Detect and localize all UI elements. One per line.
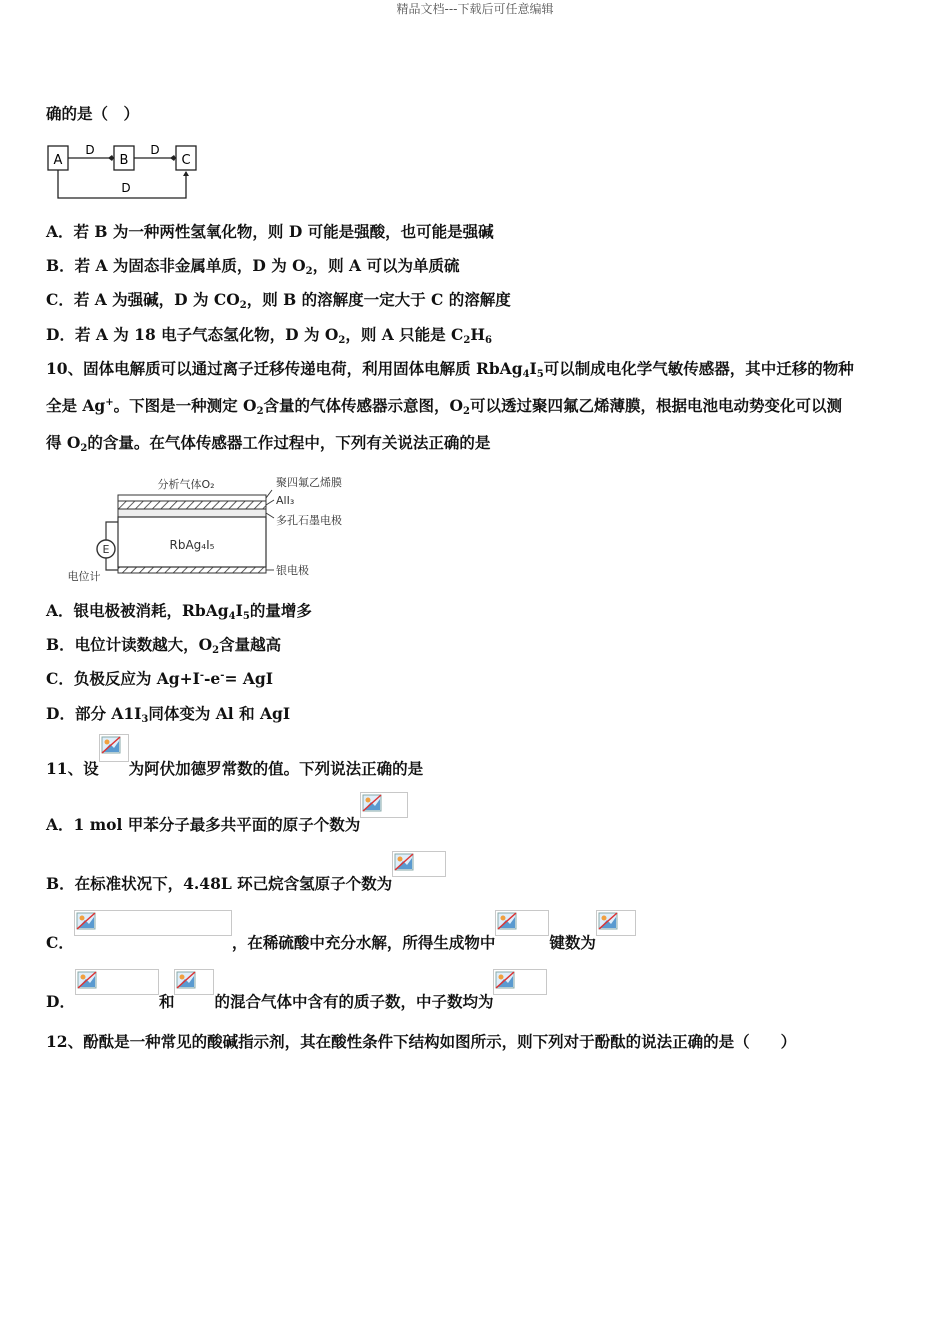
q10-stem-line3: 得 $O_2$的含量。在气体传感器工作过程中，下列有关说法正确的是 xyxy=(46,433,491,454)
image-placeholder-icon xyxy=(76,912,96,930)
q11-stem: 11、设 为阿伏加德罗常数的值。下列说法正确的是 xyxy=(46,734,423,765)
potentiometer-symbol-label: E xyxy=(102,543,110,556)
q11-option-b: B．在标准状况下，4.48L 环己烷含氢原子个数为 xyxy=(46,851,446,880)
broken-image-c1 xyxy=(74,910,232,936)
q11-option-a: A．1 mol 甲苯分子最多共平面的原子个数为 xyxy=(46,792,408,821)
silver-electrode xyxy=(118,567,266,573)
q10-option-a: A．银电极被消耗，$RbAg_4I_5$的量增多 xyxy=(46,601,312,622)
image-placeholder-icon xyxy=(101,736,121,754)
label-analysis-gas: 分析气体O₂ xyxy=(157,478,215,491)
q9-option-b: B．若 A 为固态非金属单质，D 为 $O_2$，则 A 可以为单质硫 xyxy=(46,256,460,277)
graphite-electrode xyxy=(118,509,266,517)
box-a-label: A xyxy=(53,153,63,168)
q11-option-c: C． ，在稀硫酸中充分水解，所得生成物中 键数为 xyxy=(46,910,636,939)
label-ptfe: 聚四氟乙烯膜 xyxy=(276,476,342,489)
broken-image-na xyxy=(99,734,129,762)
image-placeholder-icon xyxy=(394,853,414,871)
image-placeholder-icon xyxy=(362,794,382,812)
q10-stem-line2: 全是 Ag+。下图是一种测定 $O_2$含量的气体传感器示意图，$O_2$可以透过聚四氟乙烯薄膜，根据电池电动势变化可以测 xyxy=(46,396,843,417)
q9-option-c: C．若 A 为强碱，D 为 $CO_2$，则 B 的溶解度一定大于 C 的溶解度 xyxy=(46,290,511,311)
q9-flow-diagram xyxy=(46,140,206,206)
broken-image-d1 xyxy=(75,969,159,995)
page-header: 精品文档---下载后可任意编辑 xyxy=(396,2,554,16)
q9-option-d: D．若 A 为 18 电子气态氢化物，D 为 $O_2$，则 A 只能是 $C_2H_6$ xyxy=(46,325,492,346)
label-electrolyte: RbAg₄I₅ xyxy=(169,538,215,552)
q9-stem-tail: 确的是（ ） xyxy=(46,104,140,123)
broken-image-c2 xyxy=(495,910,549,936)
image-placeholder-icon xyxy=(176,971,196,989)
box-b-label: B xyxy=(119,153,129,168)
q12-stem: 12、酚酞是一种常见的酸碱指示剂，其在酸性条件下结构如图所示，则下列对于酚酞的说法正确的是（ ） xyxy=(46,1032,797,1051)
q10-sensor-diagram xyxy=(46,462,366,586)
q10-stem-line1: 10、固体电解质可以通过离子迁移传递电荷，利用固体电解质 $RbAg_4I_5$可以制成电化学气敏传感器，其中迁移的物种 xyxy=(46,359,854,380)
q9-option-a: A．若 B 为一种两性氢氧化物，则 D 可能是强酸，也可能是强碱 xyxy=(46,222,494,241)
q10-option-c: C．负极反应为 Ag+I--e-= AgI xyxy=(46,669,273,688)
ali3-layer xyxy=(118,501,266,509)
broken-image-a xyxy=(360,792,408,818)
q10-option-b: B．电位计读数越大，$O_2$含量越高 xyxy=(46,635,282,656)
arrow-d2-label: D xyxy=(150,143,160,157)
broken-image-d3 xyxy=(493,969,547,995)
image-placeholder-icon xyxy=(77,971,97,989)
ptfe-membrane xyxy=(118,495,266,501)
image-placeholder-icon xyxy=(497,912,517,930)
q11-option-d: D． 和 的混合气体中含有的质子数，中子数均为 xyxy=(46,969,547,998)
image-placeholder-icon xyxy=(598,912,618,930)
label-graphite: 多孔石墨电极 xyxy=(276,514,342,527)
image-placeholder-icon xyxy=(495,971,515,989)
broken-image-d2 xyxy=(174,969,214,995)
broken-image-c3 xyxy=(596,910,636,936)
arrow-d3-label: D xyxy=(121,181,131,195)
arrow-d1-label: D xyxy=(85,143,95,157)
box-c-label: C xyxy=(181,153,191,168)
label-ali3: AlI₃ xyxy=(276,494,295,507)
label-silver-electrode: 银电极 xyxy=(276,564,309,577)
label-potentiometer: 电位计 xyxy=(67,570,101,583)
broken-image-b xyxy=(392,851,446,877)
q10-option-d: D．部分 $A1I_3$同体变为 Al 和 AgI xyxy=(46,704,291,725)
